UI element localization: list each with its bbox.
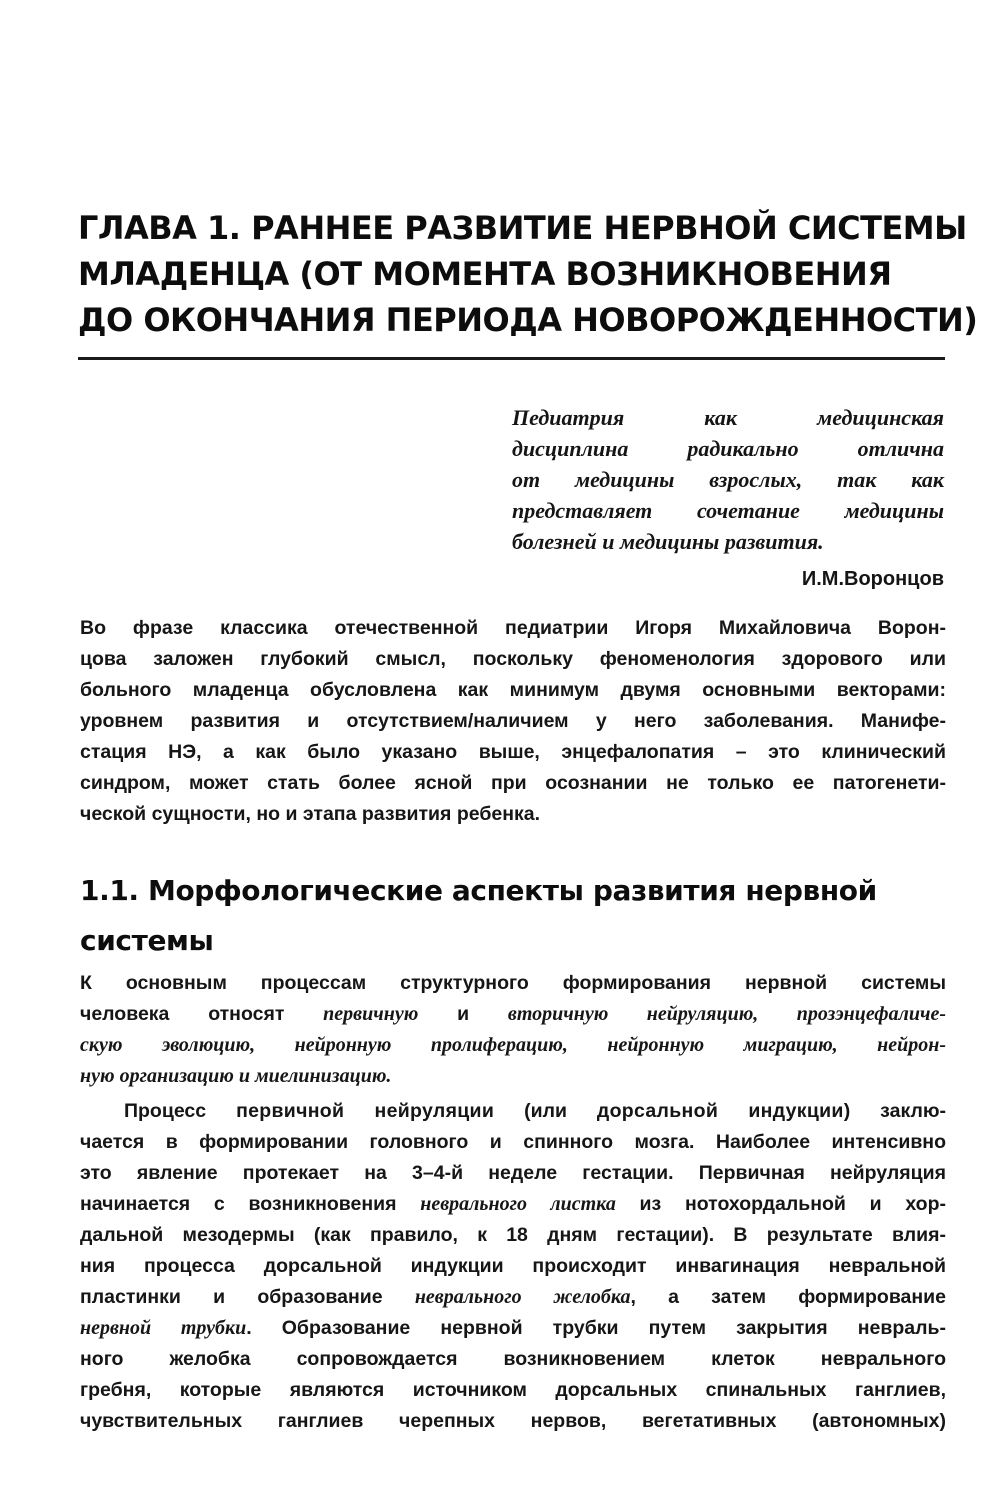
text-line: дальной мезодермы (как правило, к 18 дням гестации). В результате влия-: [80, 1224, 946, 1246]
text-line: нервной трубки. Образование нервной трубки путем закрытия невраль-: [80, 1317, 947, 1339]
bold-term: дорсальной индукции: [596, 1100, 844, 1122]
italic-term: вторичную нейруляцию, прозэнцефаличе-: [507, 1003, 946, 1025]
section-title-line: 1.1. Морфологические аспекты развития нервной: [80, 874, 877, 907]
italic-term: неврального листка: [420, 1193, 616, 1215]
text-line: ческой сущности, но и этапа развития ребенка.: [80, 803, 541, 825]
epigraph-line: дисциплина радикально отлична: [512, 436, 944, 461]
chapter-title: [78, 205, 978, 343]
chapter-title-line: ДО ОКОНЧАНИЯ ПЕРИОДА НОВОРОЖДЕННОСТИ): [78, 301, 978, 339]
text-line: цова заложен глубокий смысл, поскольку феноменология здорового или: [80, 648, 946, 670]
epigraph: [512, 402, 944, 557]
epigraph-line: от медицины взрослых, так как: [512, 467, 944, 492]
text-line: Во фразе классика отечественной педиатрии Игоря Михайловича Ворон-: [80, 617, 946, 639]
section-title: [80, 866, 960, 966]
text-line: больного младенца обусловлена как минимум двумя основными векторами:: [80, 679, 946, 701]
text-line: начинается с возникновения неврального листка из нотохордальной и хор-: [80, 1193, 946, 1215]
title-divider: [78, 357, 945, 360]
text-line: это явление протекает на 3–4-й неделе гестации. Первичная нейруляция: [80, 1162, 946, 1184]
italic-term: неврального желобка: [414, 1286, 631, 1308]
epigraph-line: болезней и медицины развития.: [512, 529, 824, 554]
paragraph-neurulation-overview: [80, 968, 946, 1092]
text-line: ного желобка сопровождается возникновением клеток неврального: [80, 1348, 946, 1370]
section-title-line: системы: [80, 924, 214, 957]
text-line: ния процесса дорсальной индукции происходит инвагинация невральной: [80, 1255, 946, 1277]
text-line: стация НЭ, а как было указано выше, энцефалопатия – это клинический: [80, 741, 946, 763]
italic-term: нервной трубки: [80, 1317, 247, 1339]
text-line: синдром, может стать более ясной при осознании не только ее патогенети-: [80, 772, 946, 794]
italic-term: ную организацию и миелинизацию.: [80, 1065, 392, 1087]
text-line: К основным процессам структурного формирования нервной системы: [80, 972, 946, 994]
paragraph-primary-neurulation: [80, 1096, 946, 1437]
chapter-title-line: ГЛАВА 1. РАННЕЕ РАЗВИТИЕ НЕРВНОЙ СИСТЕМЫ: [78, 209, 967, 247]
epigraph-line: Педиатрия как медицинская: [512, 405, 944, 430]
text-line: пластинки и образование неврального желобка, а затем формирование: [80, 1286, 947, 1308]
italic-term: первичную: [323, 1003, 419, 1025]
text-line: уровнем развития и отсутствием/наличием у него заболевания. Манифе-: [80, 710, 946, 732]
text-line: человека относят первичную и вторичную нейруляцию, прозэнцефаличе-: [80, 1003, 946, 1025]
text-line: чается в формировании головного и спинного мозга. Наиболее интенсивно: [80, 1131, 946, 1153]
chapter-title-line: МЛАДЕНЦА (ОТ МОМЕНТА ВОЗНИКНОВЕНИЯ: [78, 255, 892, 293]
text-line: [80, 1030, 946, 1061]
epigraph-line: представляет сочетание медицины: [512, 498, 944, 523]
text-line: гребня, которые являются источником дорсальных спинальных ганглиев,: [80, 1379, 946, 1401]
italic-term: скую эволюцию, нейронную пролиферацию, нейронную миграцию, нейрон-: [80, 1034, 946, 1056]
text-line: [80, 1061, 946, 1092]
bold-term: первичной нейруляции: [236, 1100, 495, 1122]
epigraph-author: И.М.Воронцов: [801, 568, 944, 590]
text-line: Процесс первичной нейруляции (или дорсальной индукции) заклю-: [124, 1100, 946, 1122]
intro-paragraph: [80, 613, 946, 830]
text-line: чувствительных ганглиев черепных нервов, вегетативных (автономных): [80, 1410, 946, 1432]
